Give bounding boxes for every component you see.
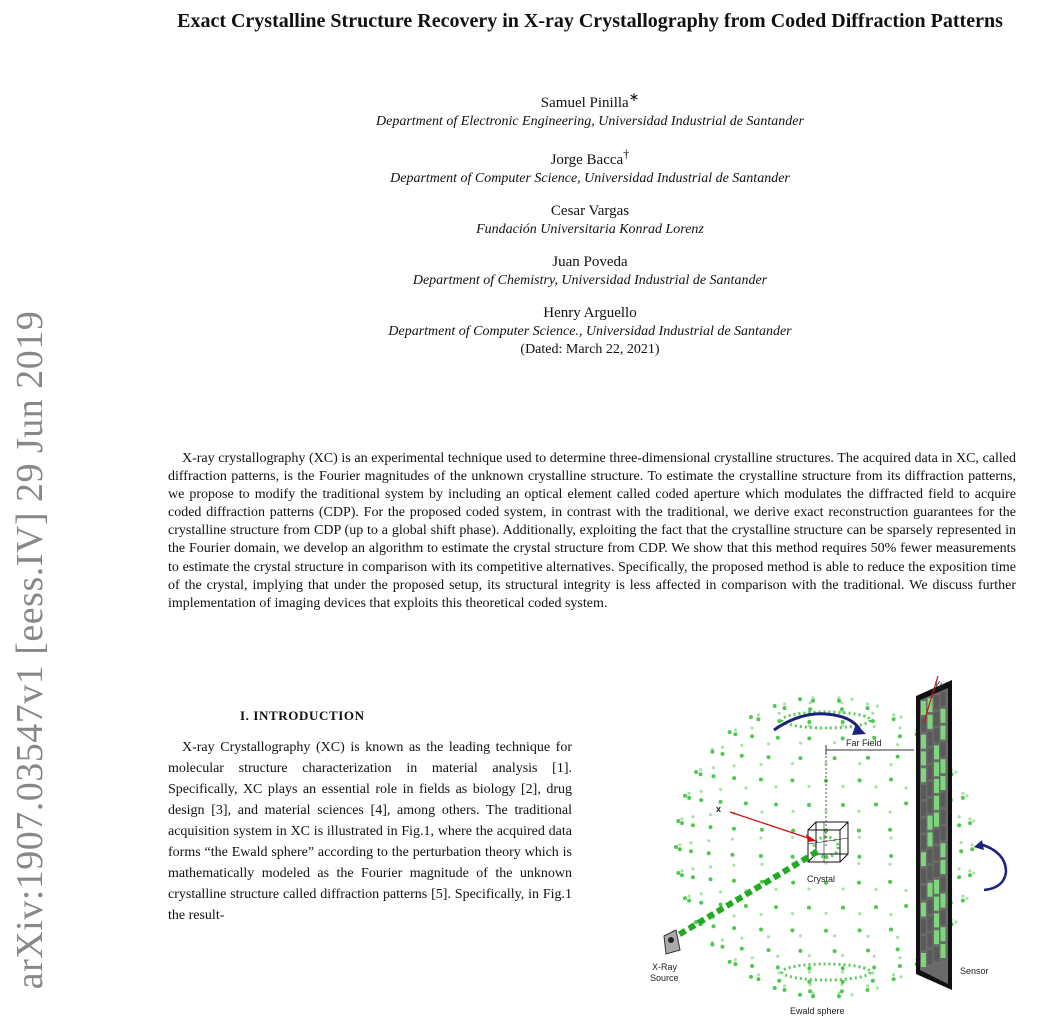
- rotation-arrow-side: [980, 844, 1006, 890]
- source-label-1: X-Ray: [652, 962, 678, 972]
- figure-xc-setup: [620, 672, 1030, 1022]
- author-block: [150, 202, 1030, 239]
- author-affiliation: Department of Computer Science., Universidad Industrial de Santander: [388, 324, 792, 339]
- crystal-label: Crystal: [807, 874, 836, 884]
- author-name: Cesar Vargas: [550, 203, 630, 219]
- yk-label: yk: [935, 678, 944, 691]
- author-affiliation: Department of Chemistry, Universidad Industrial de Santander: [412, 273, 768, 288]
- arxiv-identifier: arXiv:1907.03547v1 [eess.IV] 29 Jun 2019: [9, 310, 51, 990]
- author-block: [150, 88, 1030, 131]
- date-line: (Dated: March 22, 2021): [520, 342, 660, 357]
- author-affiliation: Department of Computer Science, Universidad Industrial de Santander: [390, 171, 790, 186]
- sensor-panel: [916, 680, 952, 990]
- author-affiliation: Fundación Universitaria Konrad Lorenz: [476, 222, 704, 237]
- sensor-label: Sensor: [960, 966, 989, 976]
- source-label-2: Source: [650, 973, 679, 983]
- author-name: Juan Poveda: [552, 254, 628, 270]
- author-name: Jorge Bacca†: [550, 147, 630, 168]
- ewald-label: Ewald sphere: [790, 1006, 845, 1016]
- author-list: [150, 88, 1030, 359]
- author-block: [150, 253, 1030, 290]
- xc-diagram: [620, 672, 1030, 1022]
- section-heading: I. INTRODUCTION: [240, 708, 365, 723]
- author-block: [150, 304, 1030, 359]
- x-pointer-arrow: [730, 812, 814, 840]
- arxiv-sidebar: [0, 290, 60, 1010]
- xray-beam: [670, 850, 820, 940]
- intro-paragraph: X-ray Crystallography (XC) is known as the leading technique for molecular structure characterization in material analysis [1]. Specifically, XC plays an essential role in fields as biology [2], drug design [3], and material sciences [4], among others. The traditional acquisition system in XC is illustrated in Fig.1, where the acquired data forms “the Ewald sphere” according to the perturbation theory which is mathematically modeled as the Fourier magnitude of the unknown crystalline structure called diffraction patterns [5]. Specifically, in Fig.1 the result-: [168, 740, 572, 923]
- x-label: x: [716, 804, 722, 814]
- far-field-label: Far Field: [846, 738, 882, 748]
- author-block: [150, 145, 1030, 188]
- author-affiliation: Department of Electronic Engineering, Universidad Industrial de Santander: [376, 114, 804, 129]
- abstract: X-ray crystallography (XC) is an experimental technique used to determine three-dimensional crystalline structures. The acquired data in XC, called diffraction patterns, is the Fourier magnitudes of the unknown crystalline structure. To estimate the crystalline structure from its diffraction patterns, we propose to modify the traditional system by including an optical element called coded aperture which modulates the diffracted field to acquire coded diffraction patterns (CDP). For the proposed coded system, in contrast with the traditional, we derive exact reconstruction guarantees for the crystalline structure from CDP (up to a global shift phase). Additionally, exploiting the fact that the crystalline structure can be sparsely represented in the Fourier domain, we develop an algorithm to estimate the crystal structure from CDP. We show that this method requires 50% fewer measurements to estimate the crystal structure in comparison with its competitive alternatives. Specifically, the proposed method is able to reduce the exposition time of the crystal, implying that under the proposed setup, its structural integrity is less affected in comparison with the traditional. We discuss further implementation of imaging devices that exploits this theoretical coded system.: [168, 451, 1016, 611]
- xray-source-icon: [664, 930, 680, 954]
- author-name: Samuel Pinilla∗: [540, 90, 640, 111]
- paper-title: Exact Crystalline Structure Recovery in X-ray Crystallography from Coded Diffraction Patterns: [177, 10, 1003, 32]
- author-name: Henry Arguello: [543, 305, 637, 321]
